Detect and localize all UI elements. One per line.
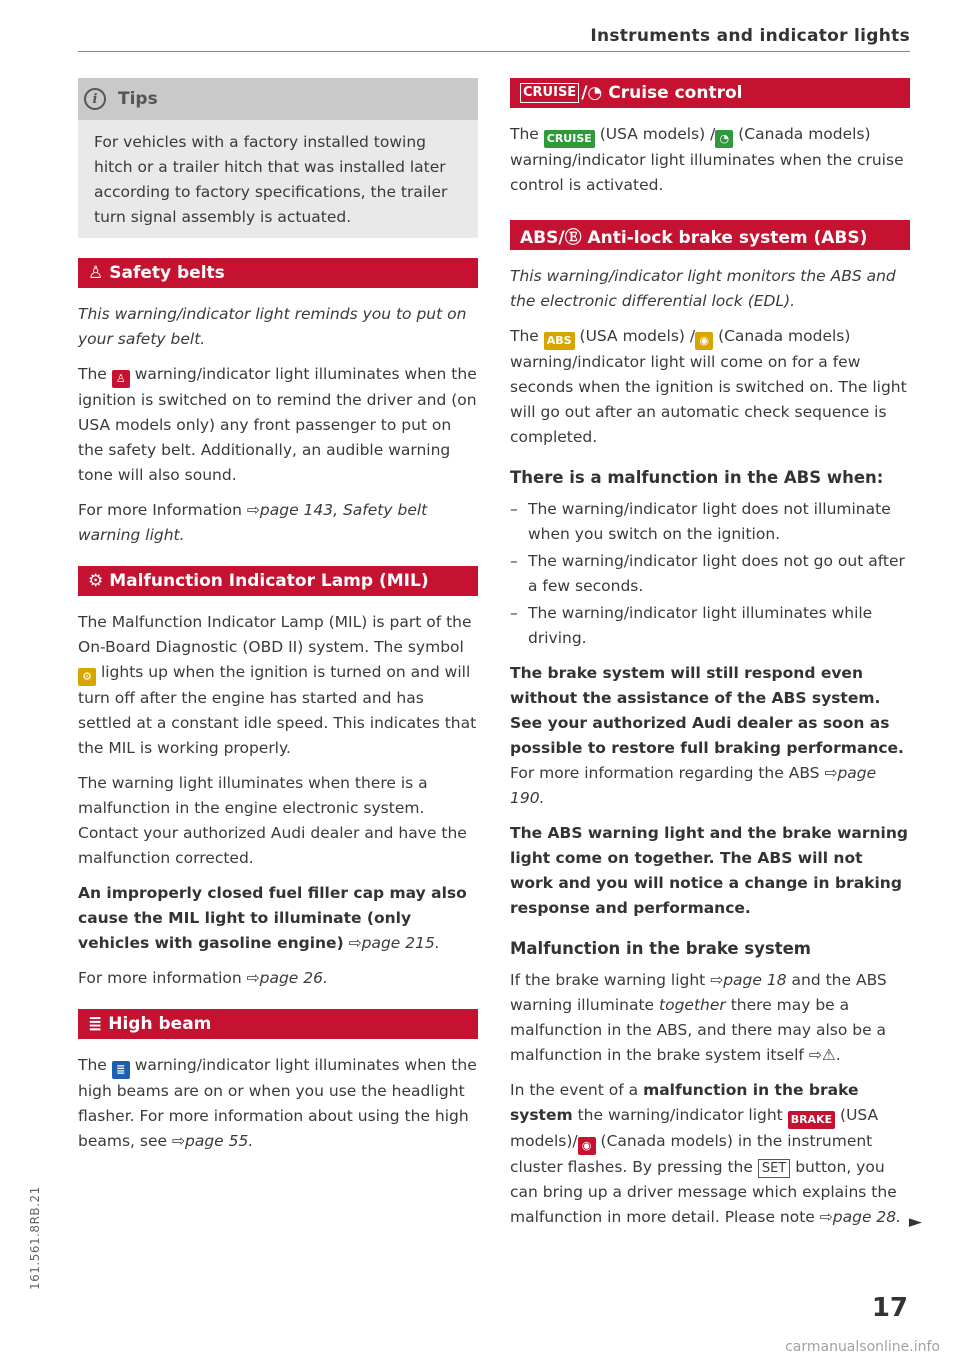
tips-box: [78, 78, 478, 238]
text: there may be a malfunction in the ABS, and there may also be a malfunction in the brake system itself: [510, 996, 887, 1064]
abs-paragraph-3: The ABS warning light and the brake warning light come on together. The ABS will not work and you will notice a change in braking response and performance.: [510, 824, 908, 917]
left-column: [78, 78, 478, 1164]
bold-text: The brake system will still respond even without the assistance of the ABS system. See your authorized Audi dealer as soon as possible to restore full braking performance.: [510, 664, 904, 757]
list-item: – The warning/indicator light does not illuminate when you switch on the ignition.: [510, 497, 910, 547]
engine-icon: ⚙: [88, 571, 104, 591]
abs-lead: This warning/indicator light monitors the ABS and the electronic differential lock (EDL).: [510, 267, 896, 310]
page-link[interactable]: page 143, Safety belt warning light.: [78, 501, 428, 544]
text: The: [510, 125, 539, 143]
page-number: 17: [871, 1293, 908, 1323]
high-beam-indicator-icon: ≣: [112, 1061, 130, 1079]
text: For more Information: [78, 501, 242, 519]
cruise-badge: CRUISE: [520, 83, 579, 103]
arrow-right-icon: ⇨: [710, 971, 724, 989]
bold-text: An improperly closed fuel filler cap may also cause the MIL light to illuminate (only vehicles with gasoline engine): [78, 884, 467, 952]
text: lights up when the ignition is turned on and will turn off after the engine has started and has settled at a constant idle speed. This indicates that the MIL is working properly.: [78, 663, 477, 757]
section-title: ABS/Ⓔ Anti-lock brake system (ABS): [520, 227, 868, 248]
page-link[interactable]: page 26.: [259, 969, 328, 987]
seatbelt-warning-icon: ♙: [112, 370, 130, 388]
text: In the event of a: [510, 1081, 639, 1099]
text: The: [510, 327, 539, 345]
tips-text: For vehicles with a factory installed towing hitch or a trailer hitch that was installed later according to factory specifications, the trailer turn signal assembly is actuated.: [94, 133, 448, 226]
list-item: – The warning/indicator light illuminates while driving.: [510, 601, 910, 651]
brake-indicator-icon: BRAKE: [788, 1111, 835, 1129]
section-mil: [78, 566, 478, 596]
safety-belts-paragraph: [78, 362, 478, 488]
text: button, you can bring up a driver message which explains the malfunction in more detail. Please note: [510, 1158, 897, 1226]
text: For more information regarding the ABS: [510, 764, 820, 782]
side-code: 161.561.8RB.21: [28, 1186, 42, 1290]
right-column: [510, 78, 910, 1240]
arrow-right-icon: ⇨: [808, 1046, 822, 1064]
text: (USA models) /: [599, 125, 716, 143]
abs-indicator-icon: ABS: [544, 332, 575, 350]
brake-circle-icon: ◉: [578, 1137, 596, 1155]
watermark: carmanualsonline.info: [785, 1339, 940, 1355]
mil-paragraph-2: The warning light illuminates when there is a malfunction in the engine electronic system. Contact your authorized Audi dealer and have the malfunction corrected.: [78, 774, 467, 867]
high-beam-paragraph: [78, 1053, 478, 1154]
section-title: Cruise control: [608, 83, 743, 103]
text: If the brake warning light: [510, 971, 706, 989]
abs-malfunction-list: [510, 497, 910, 651]
safety-belts-lead: This warning/indicator light reminds you to put on your safety belt.: [78, 305, 467, 348]
tips-header: [78, 78, 478, 120]
section-safety-belts: [78, 258, 478, 288]
page-link[interactable]: page 215.: [361, 934, 440, 952]
page-link[interactable]: page 190.: [510, 764, 877, 807]
page-link[interactable]: page 55.: [185, 1132, 254, 1150]
emphasis: together: [659, 996, 726, 1014]
text: (USA models) /: [579, 327, 696, 345]
abs-paragraph-2: [510, 661, 910, 811]
text: The: [78, 365, 107, 383]
mil-paragraph-3: [78, 881, 478, 956]
mil-paragraph-1: [78, 610, 478, 761]
text: For more information: [78, 969, 242, 987]
abs-malfunction-heading: There is a malfunction in the ABS when:: [510, 468, 884, 487]
engine-warning-icon: ⚙: [78, 668, 96, 686]
high-beam-icon: ≣: [88, 1014, 103, 1034]
arrow-right-icon: ⇨: [348, 934, 362, 952]
tips-title: Tips: [118, 89, 158, 109]
cruise-paragraph: [510, 122, 910, 198]
brake-heading: Malfunction in the brake system: [510, 939, 811, 958]
text: (Canada models) warning/indicator light will come on for a few seconds when the ignition is switched on. The light will go out after an automatic check sequence is completed.: [510, 327, 907, 446]
section-abs: [510, 220, 910, 250]
arrow-right-icon: ⇨: [246, 501, 260, 519]
text: the warning/indicator light: [577, 1106, 783, 1124]
continue-arrow-icon: ►: [908, 1212, 922, 1232]
bold-text: malfunction in the brake system: [510, 1081, 859, 1124]
speedometer-icon: /◔: [581, 83, 603, 103]
abs-paragraph-1: [510, 324, 910, 450]
arrow-right-icon: ⇨: [246, 969, 260, 987]
section-title: Safety belts: [109, 263, 225, 283]
seatbelt-icon: ♙: [88, 263, 104, 283]
safety-belts-reference: [78, 498, 478, 548]
info-icon: i: [84, 88, 106, 110]
speedometer-indicator-icon: ◔: [715, 130, 733, 148]
warning-triangle-icon: ⚠.: [821, 1046, 841, 1064]
section-cruise-control: [510, 78, 910, 108]
text: and the ABS warning illuminate: [510, 971, 887, 1014]
running-head: Instruments and indicator lights: [590, 26, 910, 46]
abs-circle-icon: ◉: [695, 332, 713, 350]
section-title: High beam: [108, 1014, 212, 1034]
brake-paragraph-2: [510, 1078, 910, 1230]
arrow-right-icon: ⇨: [819, 1208, 833, 1226]
mil-paragraph-4: [78, 966, 478, 991]
arrow-right-icon: ⇨: [824, 764, 838, 782]
text: warning/indicator light illuminates when the high beams are on or when you use the headlight flasher. For more information about using the high beams, see: [78, 1056, 477, 1150]
text: (Canada models) warning/indicator light illuminates when the cruise control is activated.: [510, 125, 904, 194]
arrow-right-icon: ⇨: [172, 1132, 185, 1150]
section-title: Malfunction Indicator Lamp (MIL): [109, 571, 429, 591]
text: warning/indicator light illuminates when the ignition is switched on to remind the driver and (on USA models only) any front passenger to put on the safety belt. Additionally, an audible warning tone will also sound.: [78, 365, 477, 484]
list-item: – The warning/indicator light does not go out after a few seconds.: [510, 549, 910, 599]
page-link[interactable]: page 28.: [832, 1208, 902, 1226]
page-link[interactable]: page 18: [723, 971, 787, 989]
text: The: [78, 1056, 107, 1074]
brake-paragraph-1: [510, 968, 910, 1068]
tips-body: [78, 120, 478, 230]
cruise-indicator-icon: CRUISE: [544, 130, 595, 148]
section-high-beam: [78, 1009, 478, 1039]
header-rule: [78, 51, 910, 52]
text: The Malfunction Indicator Lamp (MIL) is part of the On-Board Diagnostic (OBD II) system. The symbol: [78, 613, 472, 656]
set-button-key: SET: [758, 1159, 790, 1178]
text: (USA models)/: [510, 1106, 879, 1150]
text: (Canada models) in the instrument cluster flashes. By pressing the: [510, 1132, 873, 1176]
